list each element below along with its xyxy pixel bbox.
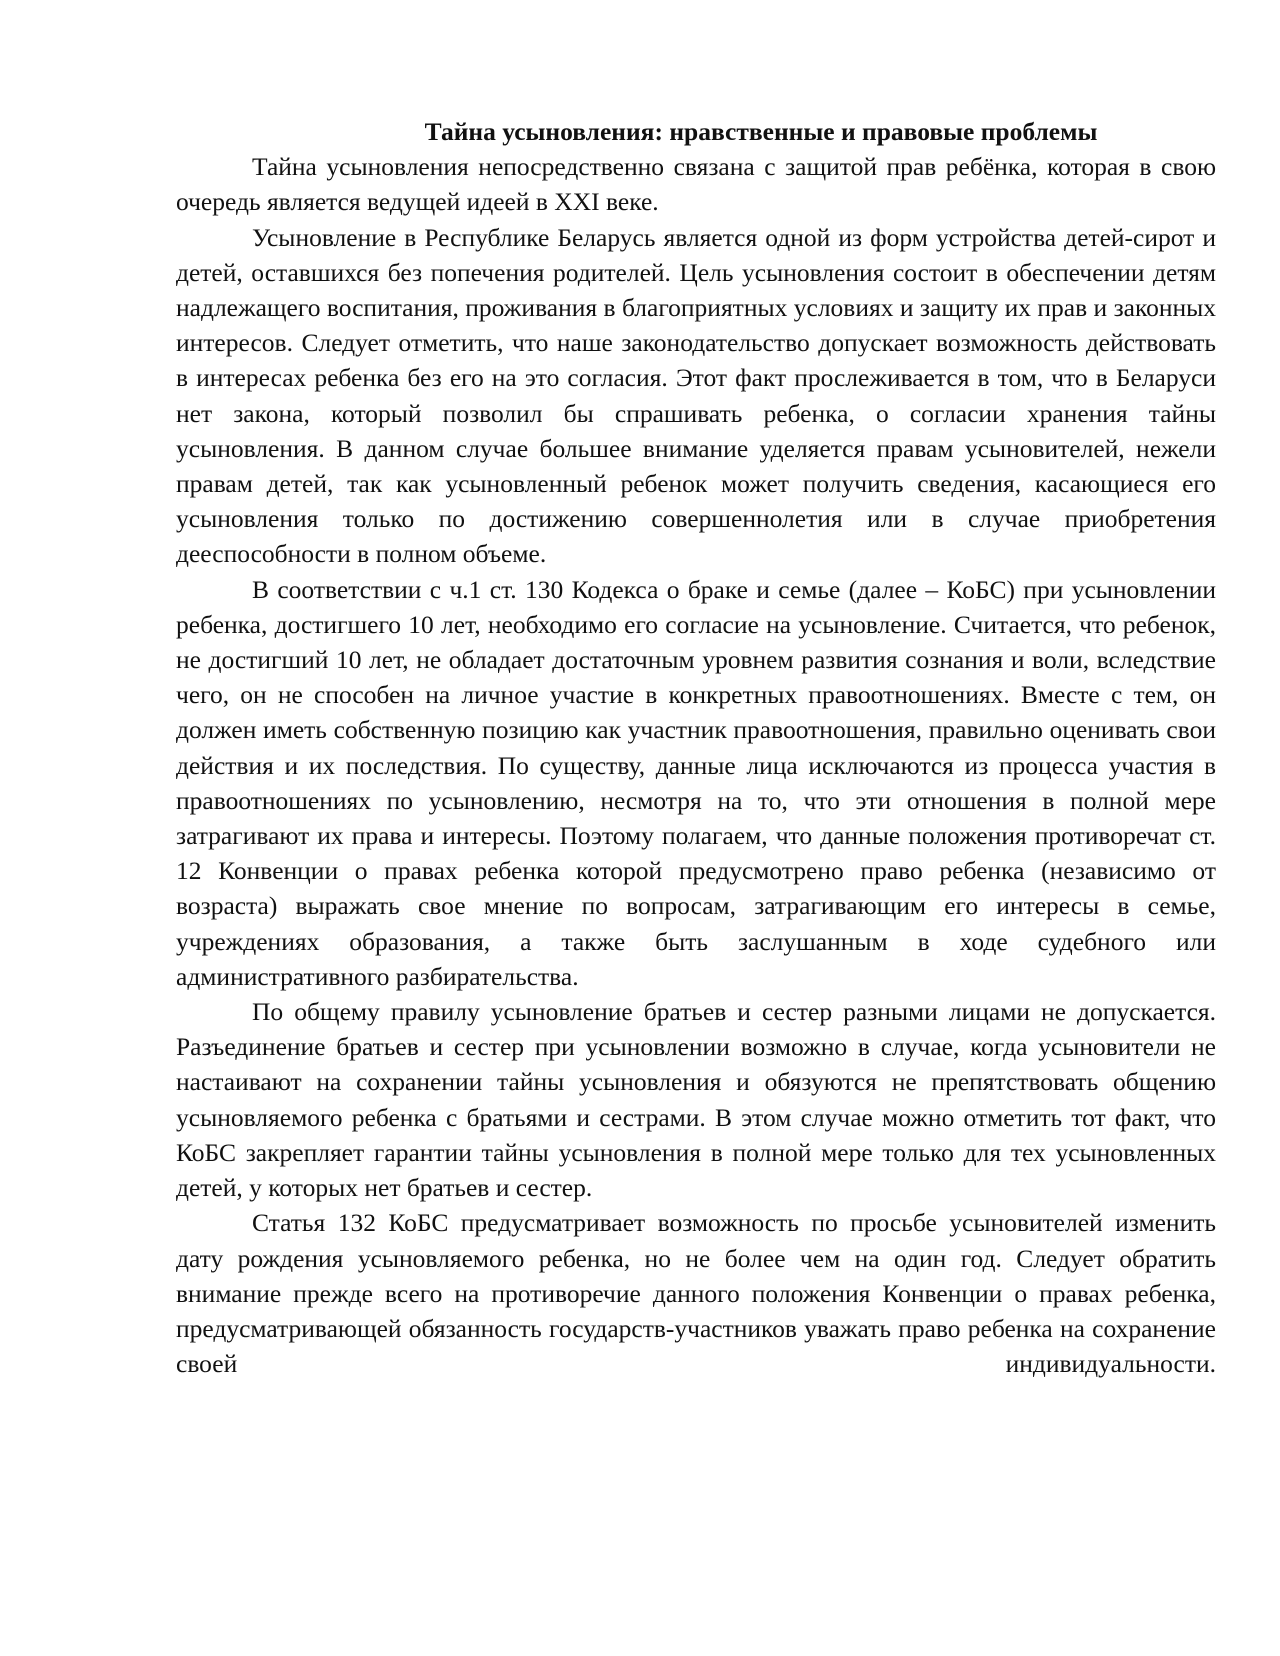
paragraph-4: По общему правилу усыновление братьев и сестер разными лицами не допускается. Разъединение братьев и сестер при усыновлении возможно в случае, когда усыновители не настаивают на сохранении тайны усыновления и обязуются не препятствовать общению усыновляемого ребенка с братьями и сестрами. В этом случае можно отметить тот факт, что КоБС закрепляет гарантии тайны усыновления в полной мере только для тех усыновленных детей, у которых нет братьев и сестер.: [176, 997, 1216, 1203]
paragraph-3: В соответствии с ч.1 ст. 130 Кодекса о браке и семье (далее – КоБС) при усыновлении ребенка, достигшего 10 лет, необходимо его согласие на усыновление. Считается, что ребенок, не достигший 10 лет, не обладает достаточным уровнем развития сознания и воли, вследствие чего, он не способен на личное участие в конкретных правоотношениях. Вместе с тем, он должен иметь собственную позицию как участник правоотношения, правильно оценивать свои действия и их последствия. По существу, данные лица исключаются из процесса участия в правоотношениях по усыновлению, несмотря на то, что эти отношения в полной мере затрагивают их права и интересы. Поэтому полагаем, что данные положения противоречат ст. 12 Конвенции о правах ребенка которой предусмотрено право ребенка (независимо от возраста) выражать свое мнение по вопросам, затрагивающим его интересы в семье, учреждениях образования, а также быть заслушанным в ходе судебного или административного разбирательства.: [176, 574, 1216, 991]
paragraph-1: Тайна усыновления непосредственно связана с защитой прав ребёнка, которая в свою очередь является ведущей идеей в XXI веке.: [176, 152, 1216, 217]
document-title: Тайна усыновления: нравственные и правовые проблемы: [424, 117, 1098, 146]
paragraph-5: Статья 132 КоБС предусматривает возможность по просьбе усыновителей изменить дату рождения усыновляемого ребенка, но не более чем на один год. Следует обратить внимание прежде всего на противоречие данного положения Конвенции о правах ребенка, предусматривающей обязанность государств-участников уважать право ребенка на сохранение своей индивидуальности.: [176, 1208, 1216, 1379]
paragraph-2: Усыновление в Республике Беларусь является одной из форм устройства детей-сирот и детей, оставшихся без попечения родителей. Цель усыновления состоит в обеспечении детям надлежащего воспитания, проживания в благоприятных условиях и защиту их прав и законных интересов. Следует отметить, что наше законодательство допускает возможность действовать в интересах ребенка без его на это согласия. Этот факт прослеживается в том, что в Беларуси нет закона, который позволил бы спрашивать ребенка, о согласии хранения тайны усыновления. В данном случае большее внимание уделяется правам усыновителей, нежели правам детей, так как усыновленный ребенок может получить сведения, касающиеся его усыновления только по достижению совершеннолетия или в случае приобретения дееспособности в полном объеме.: [176, 222, 1216, 569]
document-body: [176, 114, 1216, 1381]
